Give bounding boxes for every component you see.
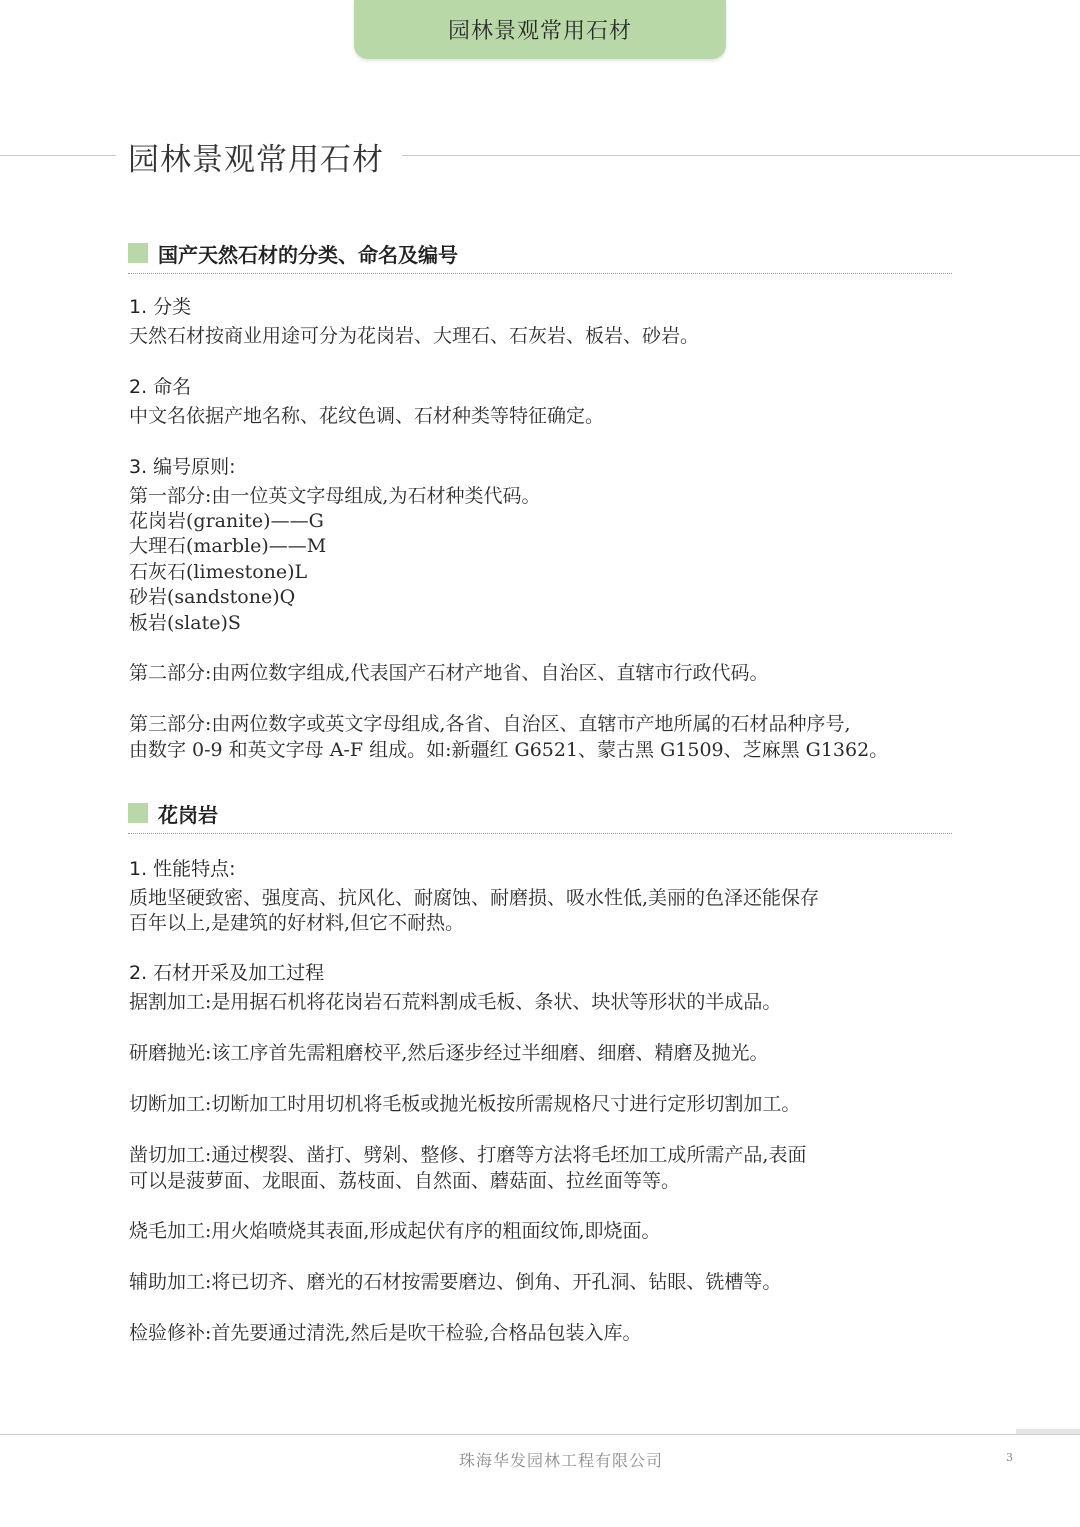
section-marker-square xyxy=(128,243,148,263)
title-divider-right xyxy=(402,155,1080,156)
paragraph-part3-line2: 由数字 0-9 和英文字母 A-F 组成。如:新疆红 G6521、蒙古黑 G1509、芝麻黑 G1362。 xyxy=(129,739,889,761)
section-heading-text: 国产天然石材的分类、命名及编号 xyxy=(158,243,458,267)
subheading-classification: 1. 分类 xyxy=(129,296,192,318)
code-line: 大理石(marble)——M xyxy=(129,535,327,557)
code-line: 砂岩(sandstone)Q xyxy=(129,586,296,608)
paragraph-classification: 天然石材按商业用途可分为花岗岩、大理石、石灰岩、板岩、砂岩。 xyxy=(129,325,700,347)
paragraph-properties-line2: 百年以上,是建筑的好材料,但它不耐热。 xyxy=(129,912,465,934)
title-divider-left xyxy=(0,155,116,156)
process-step: 辅助加工:将已切齐、磨光的石材按需要磨边、倒角、开孔洞、钻眼、铣槽等。 xyxy=(129,1271,782,1293)
header-tab xyxy=(354,0,726,59)
code-line: 板岩(slate)S xyxy=(129,612,241,634)
section-marker-square xyxy=(128,803,148,823)
paragraph-part1: 第一部分:由一位英文字母组成,为石材种类代码。 xyxy=(129,485,541,507)
page-number: 3 xyxy=(1006,1451,1013,1464)
process-step: 凿切加工:通过楔裂、凿打、劈剁、整修、打磨等方法将毛坯加工成所需产品,表面 xyxy=(129,1144,807,1166)
section-heading-granite xyxy=(128,801,952,834)
subheading-processing: 2. 石材开采及加工过程 xyxy=(129,962,325,984)
subheading-naming: 2. 命名 xyxy=(129,376,192,398)
footer-divider xyxy=(0,1434,1080,1435)
process-step: 研磨抛光:该工序首先需粗磨校平,然后逐步经过半细磨、细磨、精磨及抛光。 xyxy=(129,1042,769,1064)
process-step: 检验修补:首先要通过清洗,然后是吹干检验,合格品包装入库。 xyxy=(129,1322,642,1344)
paragraph-naming: 中文名依据产地名称、花纹色调、石材种类等特征确定。 xyxy=(129,405,605,427)
subheading-properties: 1. 性能特点: xyxy=(129,858,236,880)
code-line: 石灰石(limestone)L xyxy=(129,561,308,583)
page-title: 园林景观常用石材 xyxy=(128,142,384,178)
header-tab-title: 园林景观常用石材 xyxy=(447,19,632,44)
process-step: 烧毛加工:用火焰喷烧其表面,形成起伏有序的粗面纹饰,即烧面。 xyxy=(129,1220,661,1242)
section-heading-classification xyxy=(128,241,952,274)
paragraph-part2: 第二部分:由两位数字组成,代表国产石材产地省、自治区、直辖市行政代码。 xyxy=(129,662,769,684)
process-step: 切断加工:切断加工时用切机将毛板或抛光板按所需规格尺寸进行定形切割加工。 xyxy=(129,1093,801,1115)
paragraph-part3-line1: 第三部分:由两位数字或英文字母组成,各省、自治区、直辖市产地所属的石材品种序号, xyxy=(129,713,851,735)
footer-company-name: 珠海华发园林工程有限公司 xyxy=(458,1451,663,1470)
code-line: 花岗岩(granite)——G xyxy=(129,510,324,532)
paragraph-properties-line1: 质地坚硬致密、强度高、抗风化、耐腐蚀、耐磨损、吸水性低,美丽的色泽还能保存 xyxy=(129,887,820,909)
section-heading-text: 花岗岩 xyxy=(158,803,218,827)
process-step: 据割加工:是用据石机将花岗岩石荒料割成毛板、条状、块状等形状的半成品。 xyxy=(129,991,782,1013)
subheading-numbering: 3. 编号原则: xyxy=(129,456,236,478)
process-step-continued: 可以是菠萝面、龙眼面、荔枝面、自然面、蘑菇面、拉丝面等等。 xyxy=(129,1170,681,1192)
